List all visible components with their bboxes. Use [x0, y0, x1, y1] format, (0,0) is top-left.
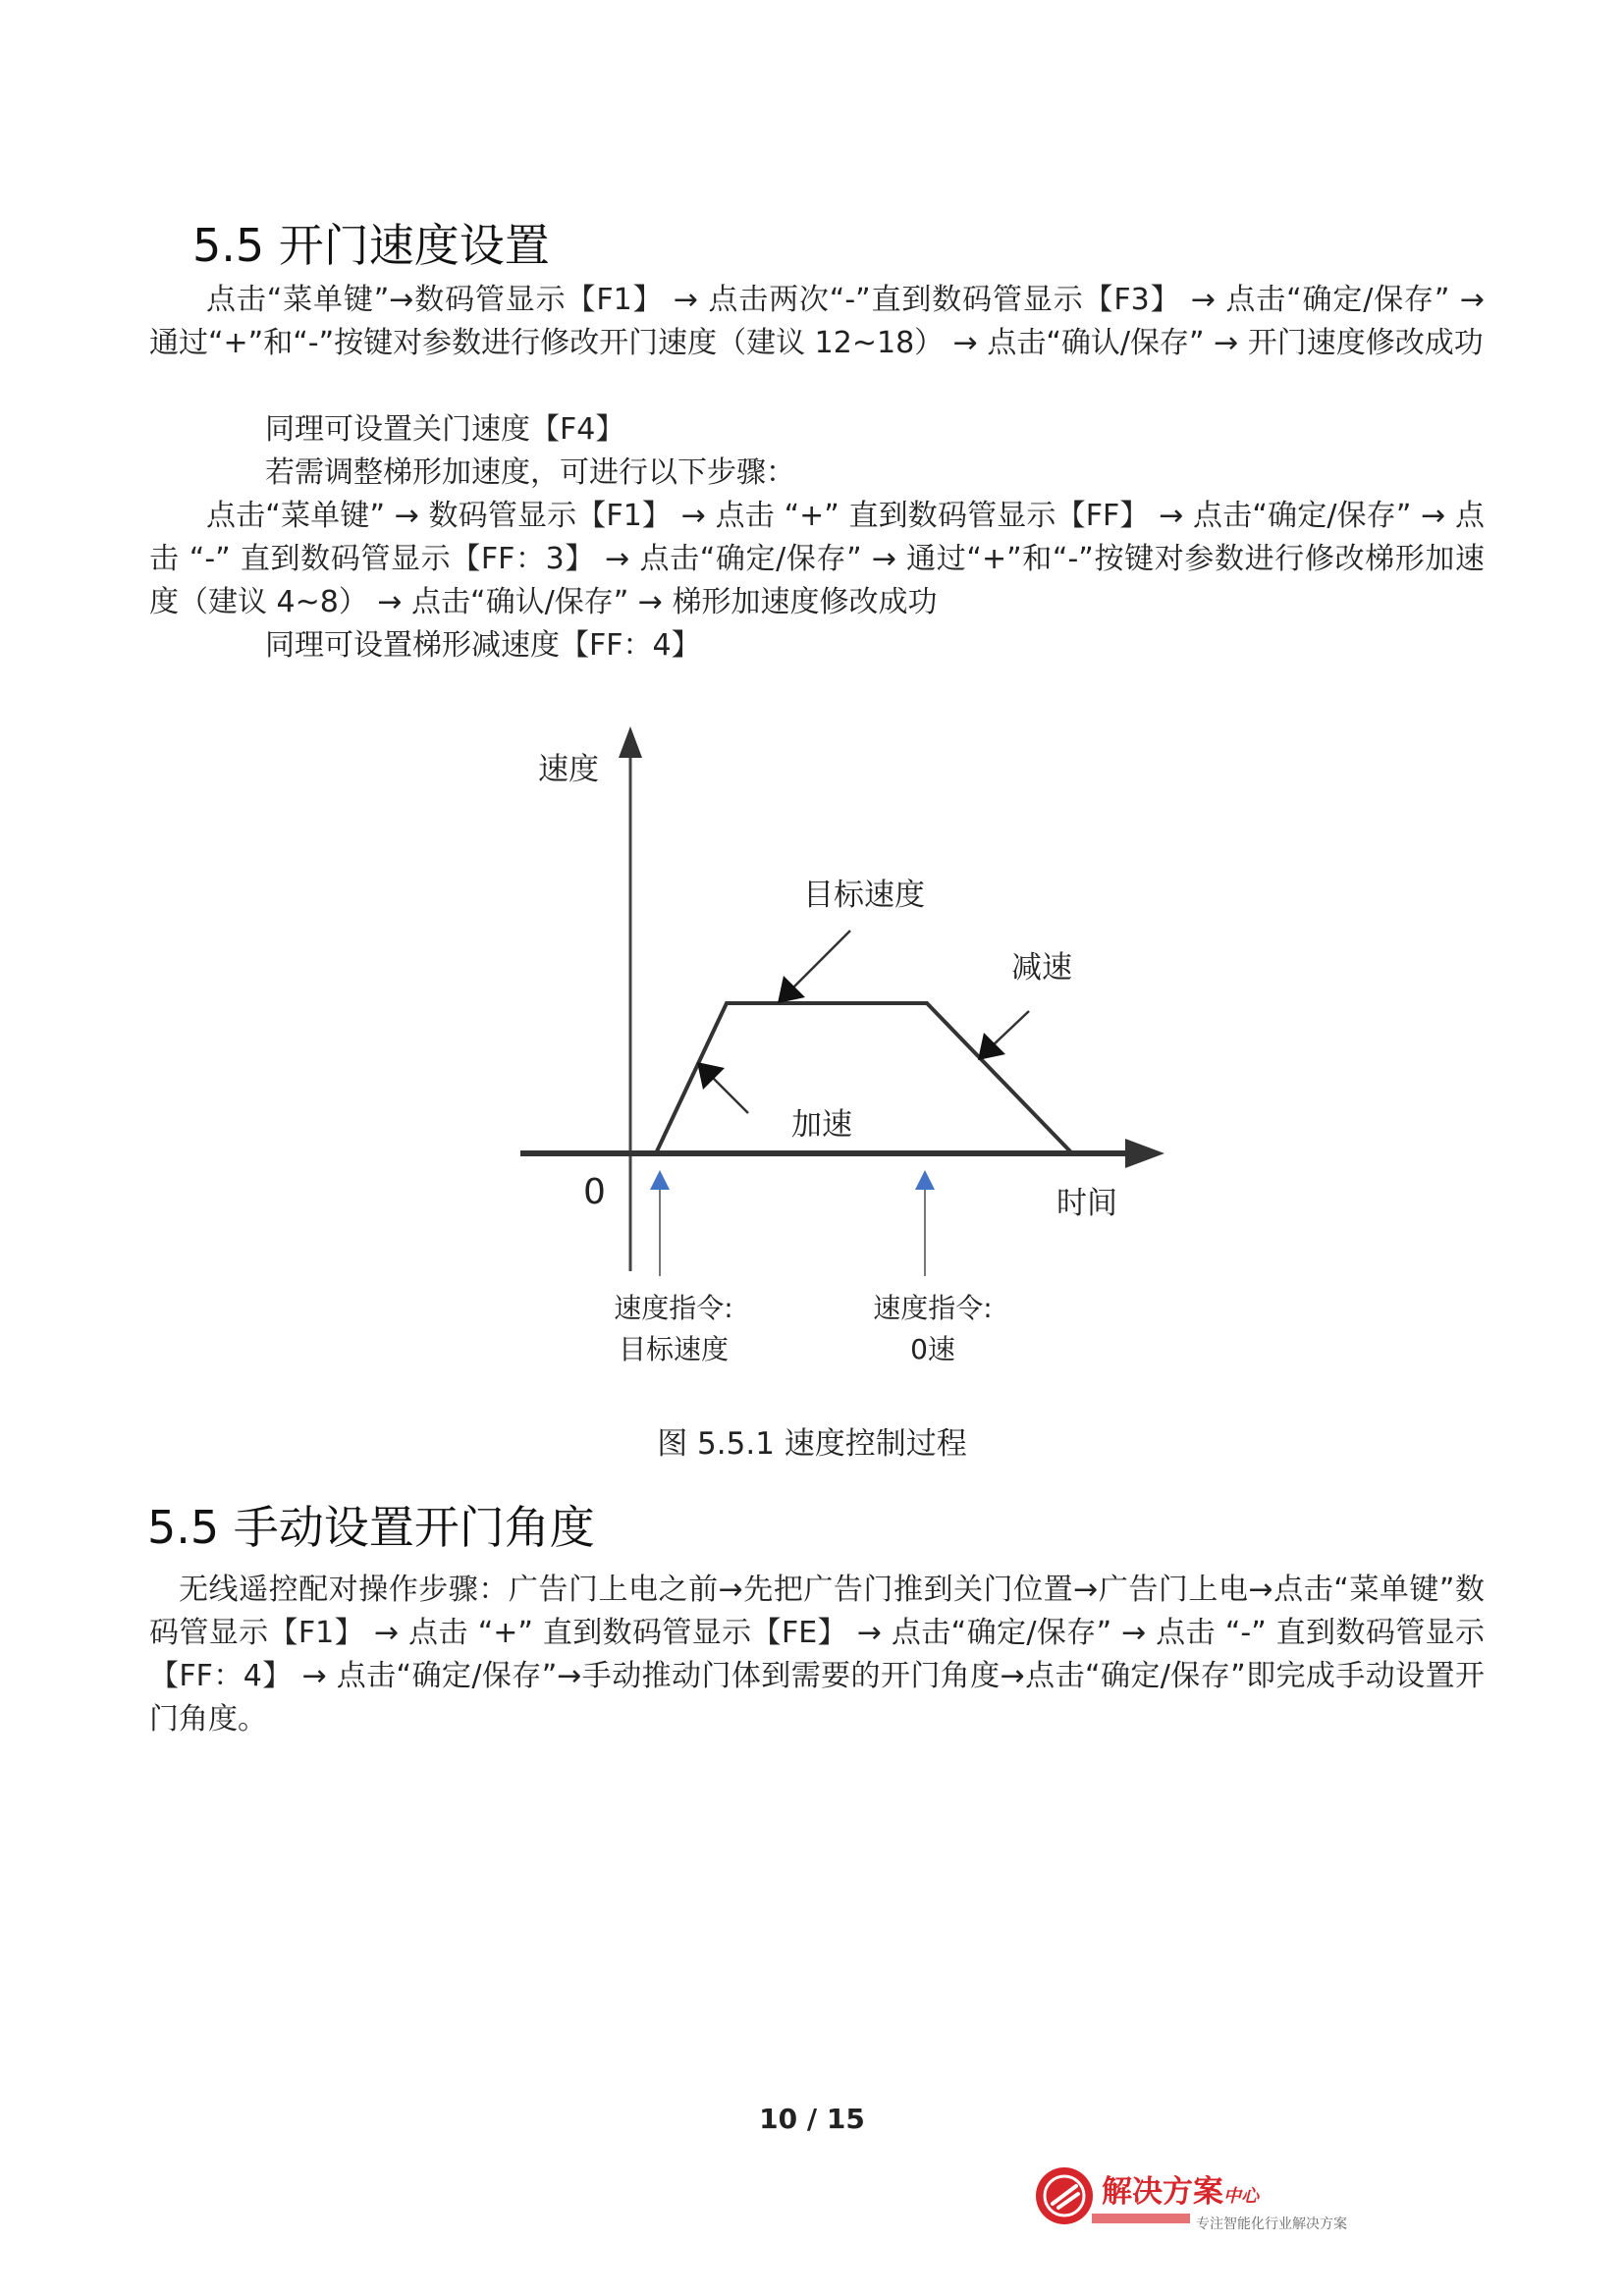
x-axis-label: 时间	[1056, 1186, 1117, 1221]
footer-logo	[1033, 2164, 1347, 2243]
command1-line1: 速度指令:	[614, 1292, 733, 1324]
paragraph-trapezoid-steps: 点击“菜单键” → 数码管显示【F1】 → 点击 “+” 直到数码管显示【FF】 → 点击“确定/保存” → 点击 “-” 直到数码管显示【FF：3】 → 点击“确定/保存” → 通过“+”和“-”按键对参数进行修改梯形加速度（建议 4~8） → 点击“确认/保存” → 梯形加速度修改成功	[149, 499, 1485, 619]
paragraph-manual-angle-steps: 无线遥控配对操作步骤：广告门上电之前→先把广告门推到关门位置→广告门上电→点击“菜单键”数码管显示【F1】 → 点击 “+” 直到数码管显示【FE】 → 点击“确定/保存” → 点击 “-” 直到数码管显示【FF：4】 → 点击“确定/保存”→手动推动门体到需要的开门角度→点击“确定/保存”即完成手动设置开门角度。	[149, 1573, 1485, 1736]
y-axis-arrowhead	[619, 726, 642, 758]
logo-title-main: 解决方案	[1102, 2174, 1223, 2210]
target-speed-label: 目标速度	[803, 878, 925, 913]
command1-line2: 目标速度	[618, 1333, 730, 1365]
page-number: 10 / 15	[759, 2103, 865, 2135]
x-axis-arrowhead	[1125, 1139, 1164, 1168]
paragraph-trapezoid-decel: 同理可设置梯形减速度【FF：4】	[265, 628, 701, 663]
decel-pointer-line	[992, 1011, 1029, 1046]
paragraph-trapezoid-intro: 若需调整梯形加速度，可进行以下步骤：	[265, 455, 795, 490]
logo-emblem-icon	[1033, 2164, 1096, 2227]
command2-line2: 0速	[910, 1333, 955, 1365]
origin-label: 0	[583, 1172, 606, 1212]
trapezoid-speed-curve	[656, 1003, 1072, 1153]
decel-label: 减速	[1011, 950, 1072, 986]
section-heading-open-speed: 5.5 开门速度设置	[192, 219, 550, 272]
command-marker-target-head	[650, 1170, 670, 1190]
y-axis-label: 速度	[538, 752, 599, 787]
paragraph-close-speed: 同理可设置关门速度【F4】	[265, 412, 625, 447]
command2-line1: 速度指令:	[873, 1292, 993, 1324]
figure-caption: 图 5.5.1 速度控制过程	[657, 1426, 967, 1462]
logo-tagline: 专注智能化行业解决方案	[1196, 2216, 1347, 2232]
accel-pointer-line	[713, 1078, 748, 1113]
logo-title	[1102, 2166, 1259, 2211]
accel-label: 加速	[791, 1107, 852, 1143]
paragraph-open-speed-steps: 点击“菜单键”→数码管显示【F1】 → 点击两次“-”直到数码管显示【F3】 → 点击“确定/保存” → 通过“+”和“-”按键对参数进行修改开门速度（建议 12~18） → 点击“确认/保存” → 开门速度修改成功	[149, 283, 1485, 360]
target-speed-pointer-line	[791, 931, 850, 989]
command-marker-zero-head	[915, 1170, 935, 1190]
logo-redbar	[1092, 2214, 1190, 2223]
section-heading-manual-angle: 5.5 手动设置开门角度	[147, 1501, 595, 1554]
logo-title-suffix: 中心	[1223, 2186, 1259, 2207]
